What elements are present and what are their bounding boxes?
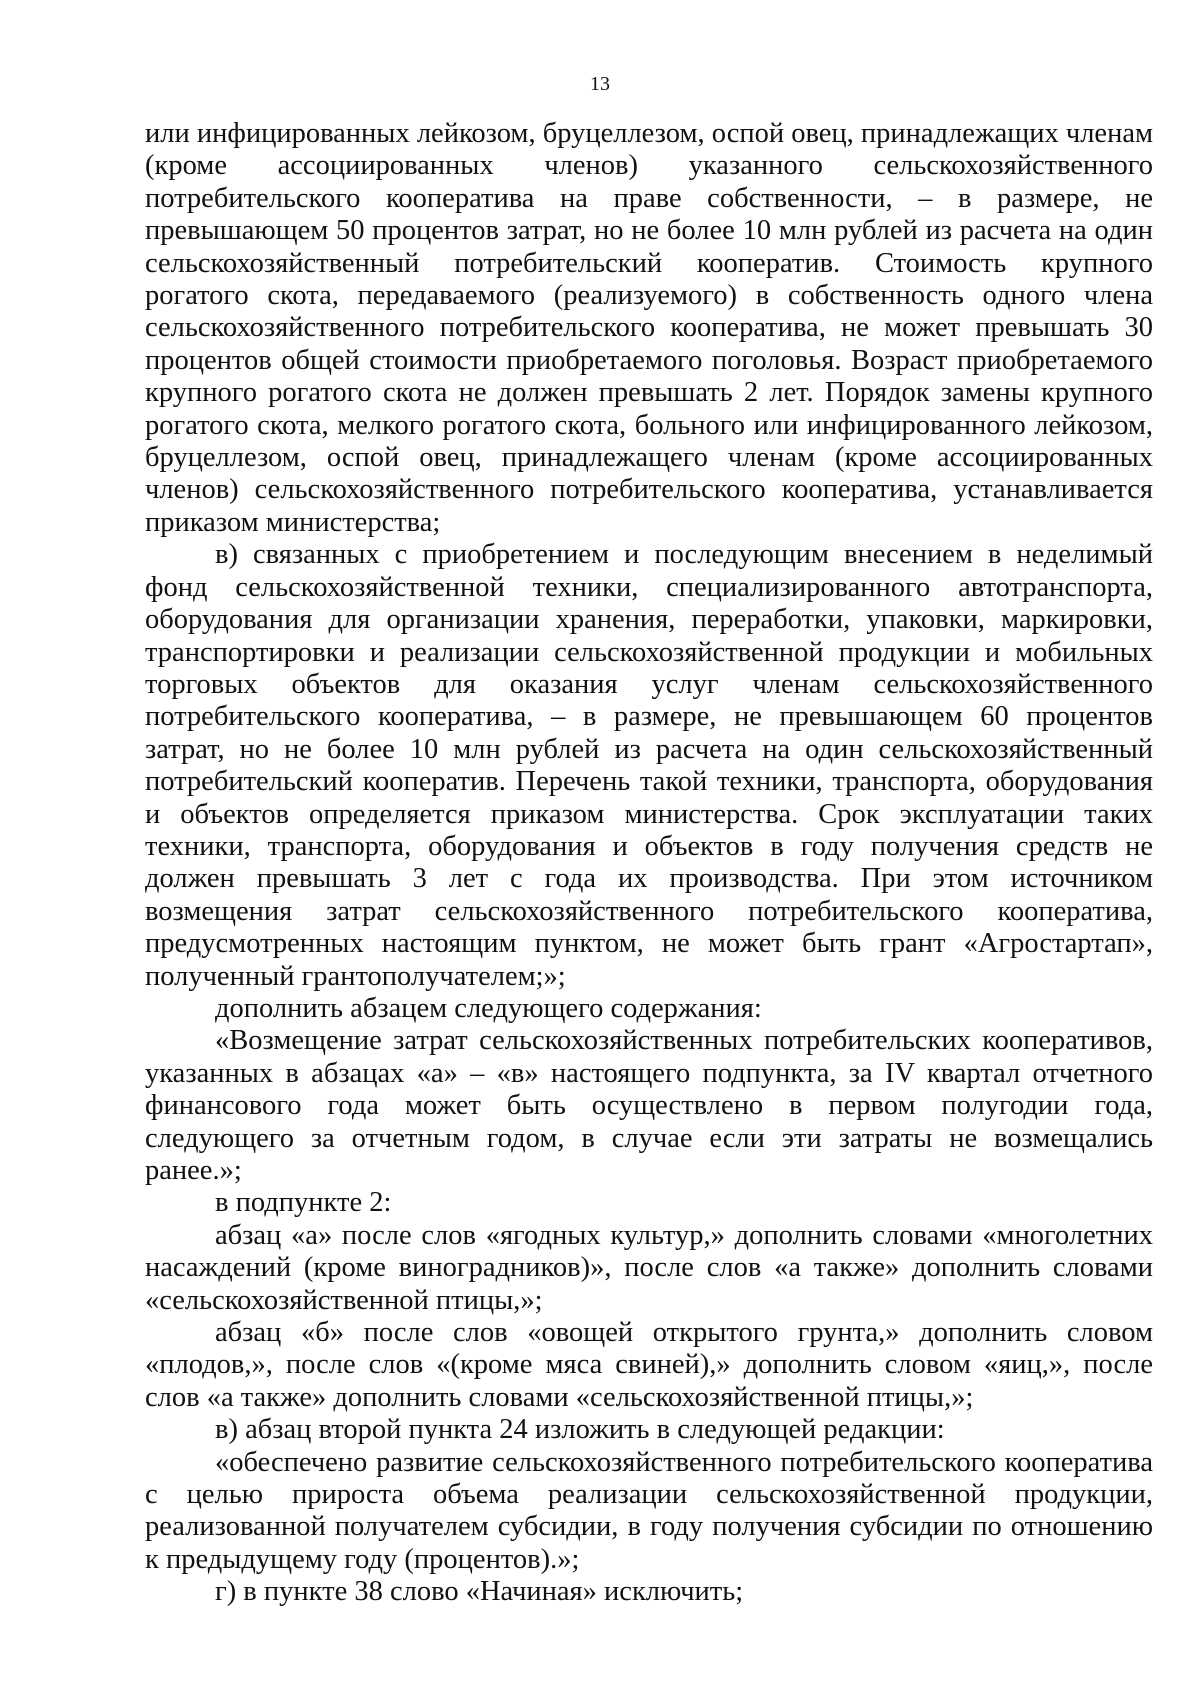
paragraph-item-v: в) связанных с приобретением и последующим внесением в неделимый фонд сельскохозяйственной техники, специализированного автотранспорта, оборудования для организации хранения, переработки, упаковки, маркировки, транспортировки и реализации сельскохозяйственной продукции и мобильных торговых объектов для оказания услуг членам сельскохозяйственного потребительского кооператива, – в размере, не превышающем 60 процентов затрат, но не более 10 млн рублей из расчета на один сельскохозяйственный потребительский кооператив. Перечень такой техники, транспорта, оборудования и объектов определяется приказом министерства. Срок эксплуатации таких техники, транспорта, оборудования и объектов в году получения средств не должен превышать 3 лет с года их производства. При этом источником возмещения затрат сельскохозяйственного потребительского кооператива, предусмотренных настоящим пунктом, не может быть грант «Агростартап», полученный грантополучателем;»;: [145, 539, 1153, 992]
paragraph-add-abzac: дополнить абзацем следующего содержания:: [215, 992, 762, 1024]
paragraph-quoted-development: «обеспечено развитие сельскохозяйственного потребительского кооператива с целью прироста объема реализации сельскохозяйственной продукции, реализованной получателем субсидии, в году получения субсидии по отношению к предыдущему году (процентов).»;: [145, 1446, 1153, 1575]
paragraph-continuation-b: или инфицированных лейкозом, бруцеллезом, оспой овец, принадлежащих членам (кроме ассоциированных членов) указанного сельскохозяйственного потребительского кооператива на праве собственности, – в размере, не превышающем 50 процентов затрат, но не более 10 млн рублей из расчета на один сельскохозяйственный потребительский кооператив. Стоимость крупного рогатого скота, передаваемого (реализуемого) в собственность одного члена сельскохозяйственного потребительского кооператива, не может превышать 30 процентов общей стоимости приобретаемого поголовья. Возраст приобретаемого крупного рогатого скота не должен превышать 2 лет. Порядок замены крупного рогатого скота, мелкого рогатого скота, больного или инфицированного лейкозом, бруцеллезом, оспой овец, принадлежащего членам (кроме ассоциированных членов) сельскохозяйственного потребительского кооператива, устанавливается приказом министерства;: [145, 118, 1154, 538]
paragraph-abzac-a: абзац «а» после слов «ягодных культур,» дополнить словами «многолетних насаждений (кроме виноградников)», после слов «а также» дополнить словами «сельскохозяйственной птицы,»;: [145, 1219, 1153, 1316]
paragraph-subclause-2: в подпункте 2:: [215, 1187, 392, 1219]
paragraph-item-g-point-38: г) в пункте 38 слово «Начиная» исключить;: [215, 1576, 744, 1608]
paragraph-item-v-point-24: в) абзац второй пункта 24 изложить в следующей редакции:: [215, 1414, 945, 1446]
document-body: [145, 118, 1153, 1609]
paragraph-abzac-b: абзац «б» после слов «овощей открытого грунта,» дополнить словом «плодов,», после слов «(кроме мяса свиней),» дополнить словом «яиц,», после слов «а также» дополнить словами «сельскохозяйственной птицы,»;: [145, 1317, 1153, 1413]
paragraph-quoted-reimbursement: «Возмещение затрат сельскохозяйственных потребительских кооперативов, указанных в абзацах «а» – «в» настоящего подпункта, за IV квартал отчетного финансового года может быть осуществлено в первом полугодии года, следующего за отчетным годом, в случае если эти затраты не возмещались ранее.»;: [145, 1025, 1153, 1186]
page-number: 13: [590, 73, 610, 95]
